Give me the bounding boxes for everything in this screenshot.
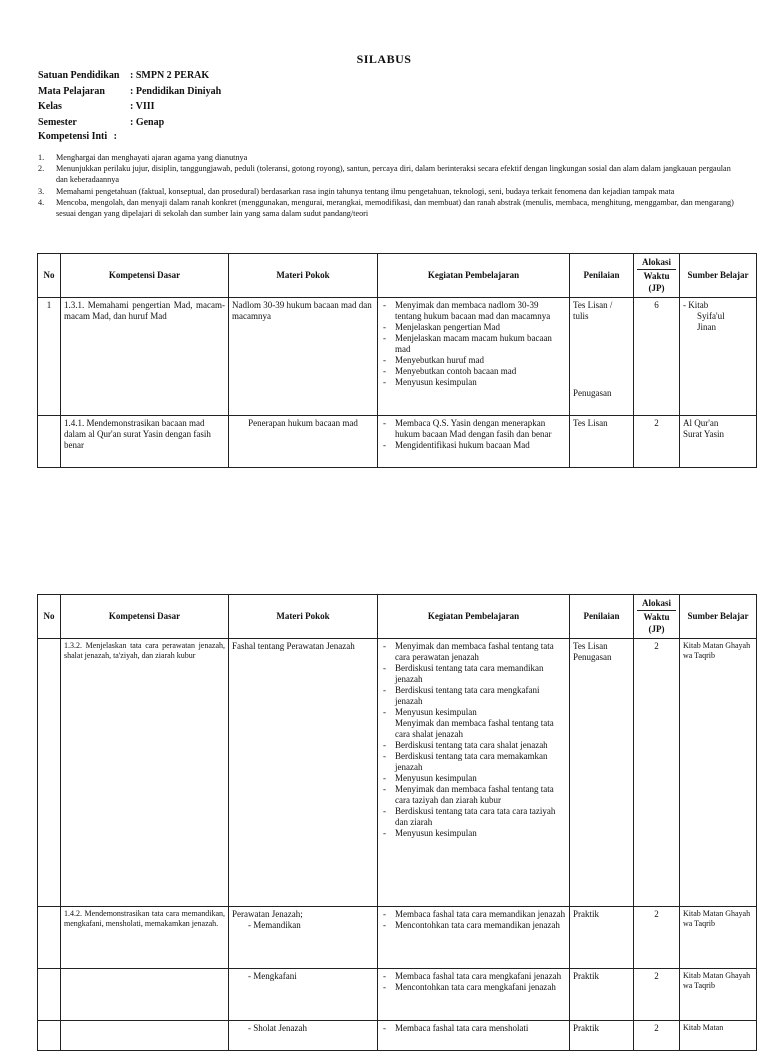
list-text: Memahami pengetahuan (faktual, konseptual, dan prosedural) berdasarkan rasa ingin tahunya tentang ilmu pengetahuan, teknologi, seni, budaya terkait fenomena dan kejadian tampak mata [56,186,675,196]
header-sumber: Sumber Belajar [680,254,757,298]
list-item: - Menyebutkan huruf mad [381,355,566,366]
info-row-semester [38,115,221,131]
table-header-row [38,254,757,298]
cell-kegiatan [378,639,570,907]
cell-penilaian [570,298,634,416]
cell-kegiatan [378,416,570,468]
info-value: : Genap [130,116,165,128]
list-item: - Menyimak dan membaca nadlom 30-39 tentang hukum bacaan mad dan macamnya [381,300,566,322]
core-competence-list [38,152,738,219]
cell-sumber [680,416,757,468]
cell-sumber [680,298,757,416]
cell-kegiatan [378,1021,570,1051]
list-item: - Menyebutkan contoh bacaan mad [381,366,566,377]
header-kompetensi-dasar: Kompetensi Dasar [61,595,229,639]
cell-materi: Fashal tentang Perawatan Jenazah [229,639,378,907]
header-sumber: Sumber Belajar [680,595,757,639]
list-item: Menyimak dan membaca fashal tentang tata cara shalat jenazah [395,718,554,739]
cell-sumber: Kitab Matan [680,1021,757,1051]
cell-kegiatan [378,969,570,1021]
list-item: - Menyusun kesimpulan [381,773,566,784]
header-kompetensi-dasar: Kompetensi Dasar [61,254,229,298]
info-value: : VIII [130,101,155,112]
cell-materi: Penerapan hukum bacaan mad [229,416,378,468]
page-title: SILABUS [356,52,412,66]
list-item [38,152,738,163]
syllabus-table-2 [37,594,757,1051]
core-competence-heading [38,131,117,142]
table-row [38,639,757,907]
cell-penilaian: Praktik [570,907,634,969]
list-item: - Menyusun kesimpulan [381,707,566,718]
header-alokasi [634,254,680,298]
header-alokasi-top: Alokasi [637,256,676,270]
header-alokasi-top: Alokasi [637,597,676,611]
list-item: - Menyimak dan membaca fashal tentang tata cara perawatan jenazah [381,641,566,663]
list-text: Menghargai dan menghayati ajaran agama yang dianutnya [56,153,248,162]
list-item [38,186,738,197]
cell-sumber: Kitab Matan Ghayah wa Taqrib [680,969,757,1021]
list-item [38,197,738,219]
header-materi-pokok: Materi Pokok [229,254,378,298]
cell-no [38,1021,61,1051]
list-item: - Menjelaskan macam macam hukum bacaan mad [381,333,566,355]
source-text: - Kitab [683,300,709,310]
cell-alokasi: 2 [634,969,680,1021]
table-header-row [38,595,757,639]
list-item: - Menyusun kesimpulan [381,828,566,839]
cell-alokasi: 2 [634,416,680,468]
cell-sumber: Kitab Matan Ghayah wa Taqrib [680,907,757,969]
list-item: - Membaca Q.S. Yasin dengan menerapkan hukum bacaan Mad dengan fasih dan benar [381,418,566,440]
cell-materi: - Sholat Jenazah [229,1021,378,1051]
cell-kd: 1.4.1. Mendemonstrasikan bacaan mad dalam al Qur'an surat Yasin dengan fasih benar [61,416,229,468]
list-item: - Berdiskusi tentang tata cara memakamkan jenazah [381,751,566,773]
info-value: : SMPN 2 PERAK [130,70,210,81]
list-number: 2. [38,164,45,174]
table-row [38,298,757,416]
cell-materi [229,907,378,969]
cell-penilaian: Tes Lisan [570,416,634,468]
header-alokasi [634,595,680,639]
cell-alokasi: 2 [634,639,680,907]
cell-kd: 1.4.2. Mendemonstrasikan tata cara memandikan, mengkafani, mensholati, memakamkan jenazah. [61,907,229,969]
list-text: Menunjukkan perilaku jujur, disiplin, tanggungjawab, peduli (toleransi, gotong royong), santun, percaya diri, dalam berinteraksi secara efektif dengan lingkungan sosial dan alam dalam jangkauan pergaulan dan keberadaannya [56,164,731,185]
cell-penilaian: Praktik [570,969,634,1021]
assessment-text: Tes Lisan [573,641,608,651]
info-row-subject [38,84,221,100]
cell-materi: - Mengkafani [229,969,378,1021]
identity-block [38,68,221,130]
list-item: - Membaca fashal tata cara memandikan jenazah [381,909,566,920]
info-label: Satuan Pendidikan [38,70,120,81]
cell-no [38,907,61,969]
header-penilaian: Penilaian [570,254,634,298]
list-item: - Menjelaskan pengertian Mad [381,322,566,333]
list-item [38,163,738,185]
cell-penilaian: Praktik [570,1021,634,1051]
list-number: 1. [38,153,45,162]
list-item: - Membaca fashal tata cara mensholati [381,1023,566,1034]
material-text: - Memandikan [248,920,301,930]
header-penilaian: Penilaian [570,595,634,639]
cell-kegiatan [378,298,570,416]
list-item: - Mengidentifikasi hukum bacaan Mad [381,440,566,451]
assessment-text: Penugasan [573,388,612,398]
source-text: Surat Yasin [683,429,725,439]
source-text: Syifa'ul [697,311,725,321]
cell-alokasi: 6 [634,298,680,416]
table-row [38,416,757,468]
cell-alokasi: 2 [634,907,680,969]
cell-kd [61,969,229,1021]
assessment-text: Penugasan [573,652,612,662]
table-row [38,1021,757,1051]
cell-kd [61,1021,229,1051]
header-no: No [38,595,61,639]
cell-no [38,969,61,1021]
header-kegiatan: Kegiatan Pembelajaran [378,254,570,298]
cell-no [38,639,61,907]
cell-no [38,416,61,468]
source-text: Jinan [697,322,716,332]
core-competence-colon: : [113,131,118,142]
material-text: Perawatan Jenazah; [232,909,303,919]
list-item: - Mencontohkan tata cara mengkafani jenazah [381,982,566,993]
list-item: - Membaca fashal tata cara mengkafani jenazah [381,971,566,982]
list-number: 3. [38,186,45,196]
header-alokasi-mid: Waktu [643,271,670,281]
info-row-class [38,99,221,115]
list-item: - Berdiskusi tentang tata cara mengkafani jenazah [381,685,566,707]
list-item: - Menyimak dan membaca fashal tentang tata cara taziyah dan ziarah kubur [381,784,566,806]
core-competence-label: Kompetensi Inti [38,131,108,142]
header-materi-pokok: Materi Pokok [229,595,378,639]
list-item: - Menyusun kesimpulan [381,377,566,388]
cell-sumber: Kitab Matan Ghayah wa Taqrib [680,639,757,907]
cell-alokasi: 2 [634,1021,680,1051]
list-text: Mencoba, mengolah, dan menyaji dalam ranah konkret (menggunakan, mengurai, merangkai, memodifikasi, dan membuat) dan ranah abstrak (menulis, membaca, menghitung, menggambar, dan mengarang) sesuai dengan yang dipelajari di sekolah dan sumber lain yang sama dalam sudut pandang/teori [56,197,734,219]
table-row [38,907,757,969]
assessment-text: Tes Lisan / tulis [573,300,613,321]
cell-kegiatan [378,907,570,969]
source-text: Al Qur'an [683,418,719,428]
list-item: - Berdiskusi tentang tata cara tata cara taziyah dan ziarah [381,806,566,828]
info-row-school [38,68,221,84]
syllabus-table-1 [37,253,757,468]
header-alokasi-unit: (JP) [648,624,665,634]
header-no: No [38,254,61,298]
info-label: Mata Pelajaran [38,85,105,97]
cell-materi: Nadlom 30-39 hukum bacaan mad dan macamnya [229,298,378,416]
info-value: : Pendidikan Diniyah [130,85,222,97]
list-item: - Berdiskusi tentang tata cara shalat jenazah [381,740,566,751]
cell-penilaian [570,639,634,907]
list-number: 4. [38,197,45,207]
list-item: - Mencontohkan tata cara memandikan jenazah [381,920,566,931]
list-item: - Berdiskusi tentang tata cara memandikan jenazah [381,663,566,685]
header-alokasi-unit: (JP) [648,283,665,293]
info-label: Kelas [38,101,62,112]
table-row [38,969,757,1021]
header-alokasi-mid: Waktu [643,612,670,622]
info-label: Semester [38,116,77,128]
cell-no: 1 [38,298,61,416]
cell-kd: 1.3.1. Memahami pengertian Mad, macam-macam Mad, dan huruf Mad [61,298,229,416]
header-kegiatan: Kegiatan Pembelajaran [378,595,570,639]
cell-kd: 1.3.2. Menjelaskan tata cara perawatan jenazah, shalat jenazah, ta'ziyah, dan ziarah kubur [61,639,229,907]
